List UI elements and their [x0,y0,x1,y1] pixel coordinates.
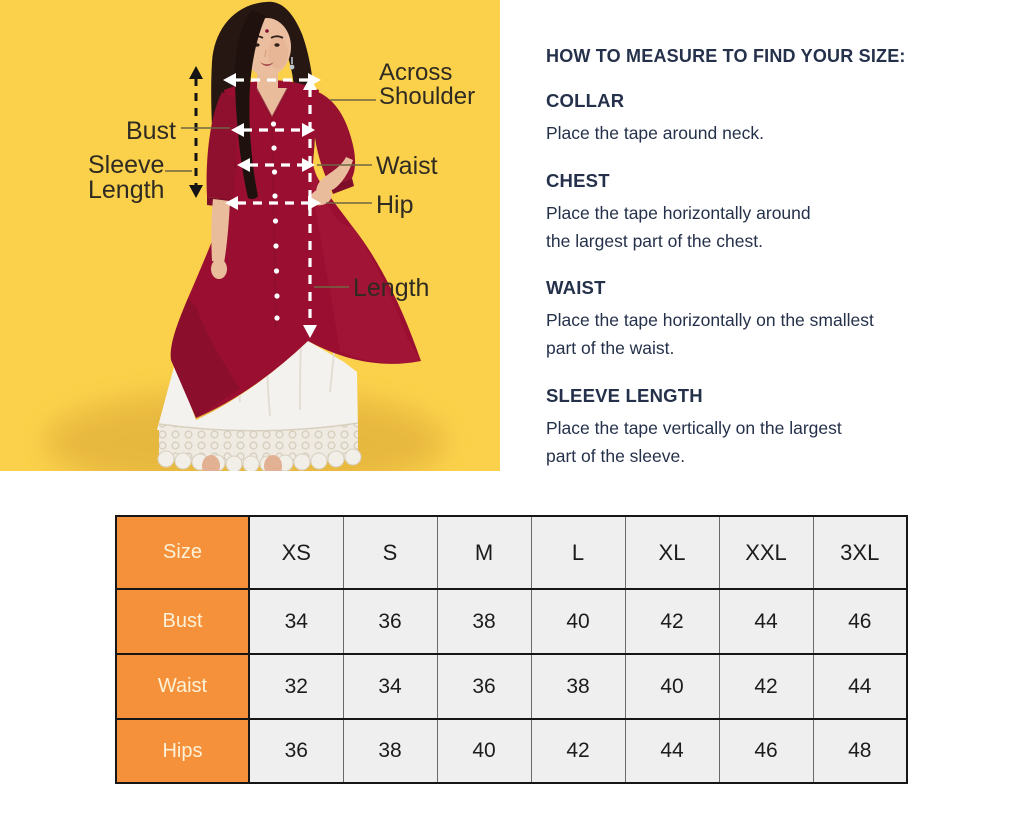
section-waist [546,277,996,362]
table-row-waist: Waist 32 34 36 38 40 42 44 [116,654,907,719]
section-collar [546,90,996,147]
row-label: Bust [116,589,249,654]
size-col-m: M [437,516,531,589]
section-sleeve-length [546,385,996,470]
section-heading: COLLAR [546,90,625,111]
size-table [115,515,908,784]
section-body: Place the tape horizontally on the smallest part of the waist. [546,310,874,358]
size-col-3xl: 3XL [813,516,907,589]
hip-label: Hip [376,191,414,219]
size-col-xl: XL [625,516,719,589]
bust-label: Bust [125,117,176,145]
size-col-xs: XS [249,516,343,589]
row-label: Waist [116,654,249,719]
corner-cell: Size [116,516,249,589]
row-label: Hips [116,719,249,783]
section-body: Place the tape around neck. [546,123,764,143]
table-row-hips: Hips 36 38 40 42 44 46 48 [116,719,907,783]
how-to-title: HOW TO MEASURE TO FIND YOUR SIZE: [546,46,906,66]
model-photo [0,0,500,471]
section-body: Place the tape vertically on the largest part of the sleeve. [546,418,842,466]
section-body: Place the tape horizontally around the largest part of the chest. [546,203,811,251]
section-chest [546,170,996,255]
section-heading: SLEEVE LENGTH [546,385,703,406]
left-sleeve [207,92,237,200]
bindi [265,29,269,33]
sleeve-length-arrow [189,66,203,198]
waist-label: Waist [376,152,438,180]
length-label: Length [353,274,430,302]
size-chart [115,515,908,784]
measurement-diagram-panel [0,0,500,471]
sleeve-length-label-2: Length [88,176,165,204]
sleeve-length-label: Sleeve [88,151,165,179]
across-shoulder-label-2: Shoulder [379,83,476,110]
section-heading: CHEST [546,170,610,191]
section-heading: WAIST [546,277,606,298]
size-col-s: S [343,516,437,589]
table-row-bust: Bust 34 36 38 40 42 44 46 [116,589,907,654]
across-shoulder-label: Across [379,59,453,86]
table-header-row [116,516,907,589]
size-col-l: L [531,516,625,589]
size-col-xxl: XXL [719,516,813,589]
